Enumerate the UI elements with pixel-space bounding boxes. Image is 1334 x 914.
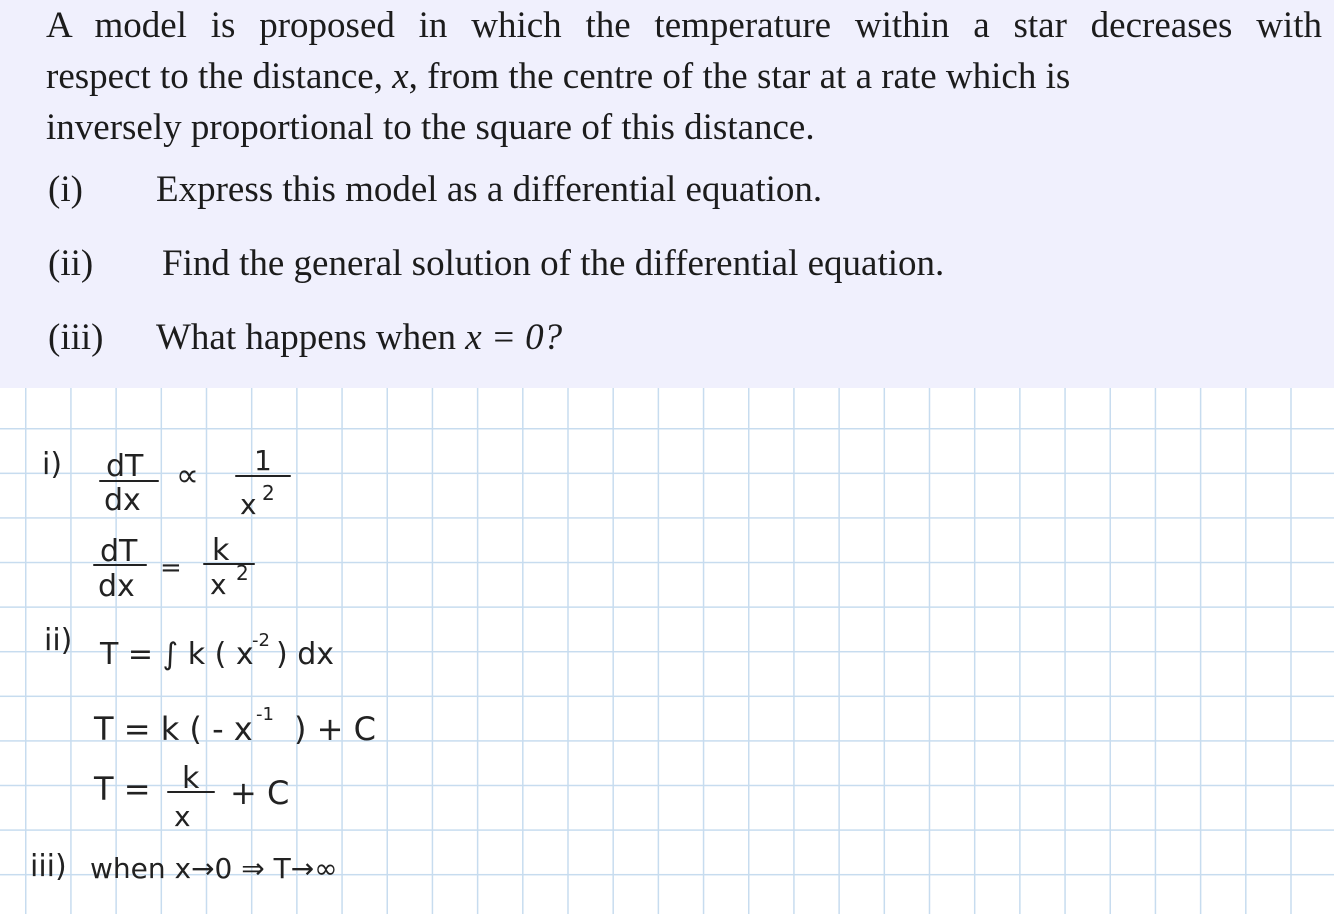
hw-integral-end: ) dx (276, 637, 335, 672)
hw-part-i-label: i) (42, 447, 63, 482)
hw-part-iii-label: iii) (30, 849, 67, 884)
hw-one: 1 (254, 444, 272, 477)
grid-worksheet (0, 388, 1334, 914)
hw-part-ii-label: ii) (44, 623, 73, 658)
question-panel (0, 0, 1334, 388)
hw-dT: dT (100, 534, 138, 569)
hw-k: k (182, 761, 200, 796)
hw-exponent: 2 (262, 481, 275, 505)
part-number: (iii) (48, 317, 104, 358)
hw-integral-line: T = ∫ k ( x (100, 637, 254, 672)
hw-antiderivative-end: ) + C (294, 710, 376, 748)
question-part-iii (48, 316, 563, 360)
hw-exponent: -1 (256, 704, 274, 725)
question-part-i (48, 168, 823, 212)
hw-k: k (212, 533, 230, 568)
part-text: Express this model as a differential equation. (156, 169, 823, 210)
hw-exponent: 2 (236, 561, 249, 585)
hw-x: x (174, 800, 191, 833)
hw-x: x (240, 488, 257, 521)
hw-dx: dx (104, 483, 141, 518)
part-text: Find the general solution of the differential equation. (162, 243, 945, 284)
hw-solution-T: T = (94, 770, 151, 808)
hw-proportional: ∝ (176, 456, 199, 494)
hw-dT: dT (106, 449, 144, 484)
stem-line-2: respect to the distance, x, from the centre of the star at a rate which is (46, 56, 1071, 97)
handwriting-layer (0, 388, 1334, 914)
part-number: (ii) (48, 243, 94, 284)
hw-part-iii-answer: when x→0 ⇒ T→∞ (90, 852, 338, 885)
hw-equals: = (160, 553, 182, 583)
hw-dx: dx (98, 569, 135, 604)
hw-antiderivative-line: T = k ( - x (94, 710, 253, 748)
part-number: (i) (48, 169, 83, 210)
question-part-ii (48, 242, 945, 286)
part-math: x = 0? (465, 317, 563, 358)
stem-line-3: inversely proportional to the square of this distance. (46, 107, 815, 148)
hw-solution-end: + C (230, 774, 290, 812)
part-text: What happens when x = 0? (156, 317, 563, 358)
hw-exponent: -2 (252, 630, 270, 651)
question-stem (46, 0, 1334, 153)
stem-line-1: A model is proposed in which the temperature within a star decreases with (46, 5, 1322, 46)
hw-x: x (210, 568, 227, 601)
